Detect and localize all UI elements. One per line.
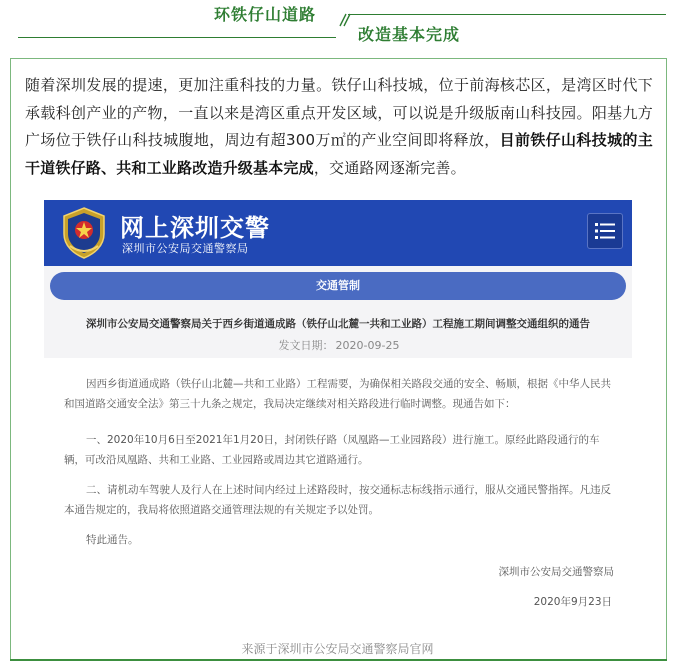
intro-tail: ，交通路网逐渐完善。 — [313, 158, 466, 177]
publish-date — [44, 337, 632, 353]
notice-paragraph: 一、2020年10月6日至2021年1月20日，封闭铁仔路（凤凰路—工业园路段）进行施工。原经此路段通行的车辆，可改沿凤凰路、共和工业路、工业园路或周边其它道路通行。 — [64, 434, 600, 466]
site-header — [44, 200, 632, 266]
notice-body — [44, 358, 632, 620]
menu-list-icon — [595, 222, 615, 240]
publish-date-value: 2020-09-25 — [335, 339, 400, 352]
notice-closing: 特此通告。 — [86, 534, 139, 546]
signature-organization: 深圳市公安局交通警察局 — [498, 566, 614, 578]
intro-highlight: 目前铁仔山科技城的主干道铁仔路、共和工业路改造升级基本完成 — [25, 131, 653, 177]
signature-date: 2020年9月23日 — [533, 596, 612, 608]
section-title-line1: 环铁仔山道路 — [214, 5, 317, 24]
embedded-notice-screenshot — [44, 200, 632, 620]
notice-paragraph: 二、请机动车驾驶人及行人在上述时间内经过上述路段时，按交通标志标线指示通行，服从交通民警指挥。凡违反本通告规定的，我局将依照道路交通管理法规的有关规定予以处罚。 — [64, 484, 611, 516]
site-subtitle: 深圳市公安局交通警察局 — [122, 242, 249, 255]
source-caption: 来源于深圳市公安局交通警察局官网 — [241, 642, 434, 656]
header-divider-top — [348, 14, 666, 15]
section-title-line2: 改造基本完成 — [358, 25, 461, 44]
publish-date-label: 发文日期： — [278, 339, 334, 352]
police-emblem-icon — [58, 206, 110, 260]
intro-paragraph — [25, 72, 653, 182]
section-header — [0, 0, 675, 48]
site-title: 网上深圳交警 — [120, 214, 270, 242]
header-slash-decoration — [337, 12, 351, 38]
notice-paragraph: 因西乡街道通成路（铁仔山北麓—共和工业路）工程需要，为确保相关路段交通的安全、畅顺，根据《中华人民共和国道路交通安全法》第三十九条之规定，我局决定继续对相关路段进行临时调整。现通告如下： — [64, 378, 611, 410]
notice-title: 深圳市公安局交通警察局关于西乡街道通成路（铁仔山北麓一共和工业路）工程施工期间调整交通组织的通告 — [86, 318, 590, 330]
menu-button[interactable] — [587, 213, 623, 249]
intro-text: 随着深圳发展的提速，更加注重科技的力量。铁仔山科技城，位于前海核芯区，是湾区时代下承载科创产业的产物，一直以来是湾区重点开发区域，可以说是升级版南山科技园。阳基九方广场位于铁仔山科技城腹地，周边有超300万㎡的产业空间即将释放， — [25, 76, 653, 149]
article-frame-bottom-border — [10, 659, 667, 661]
category-tab[interactable]: 交通管制 — [50, 272, 626, 300]
header-divider-bottom — [18, 37, 336, 38]
